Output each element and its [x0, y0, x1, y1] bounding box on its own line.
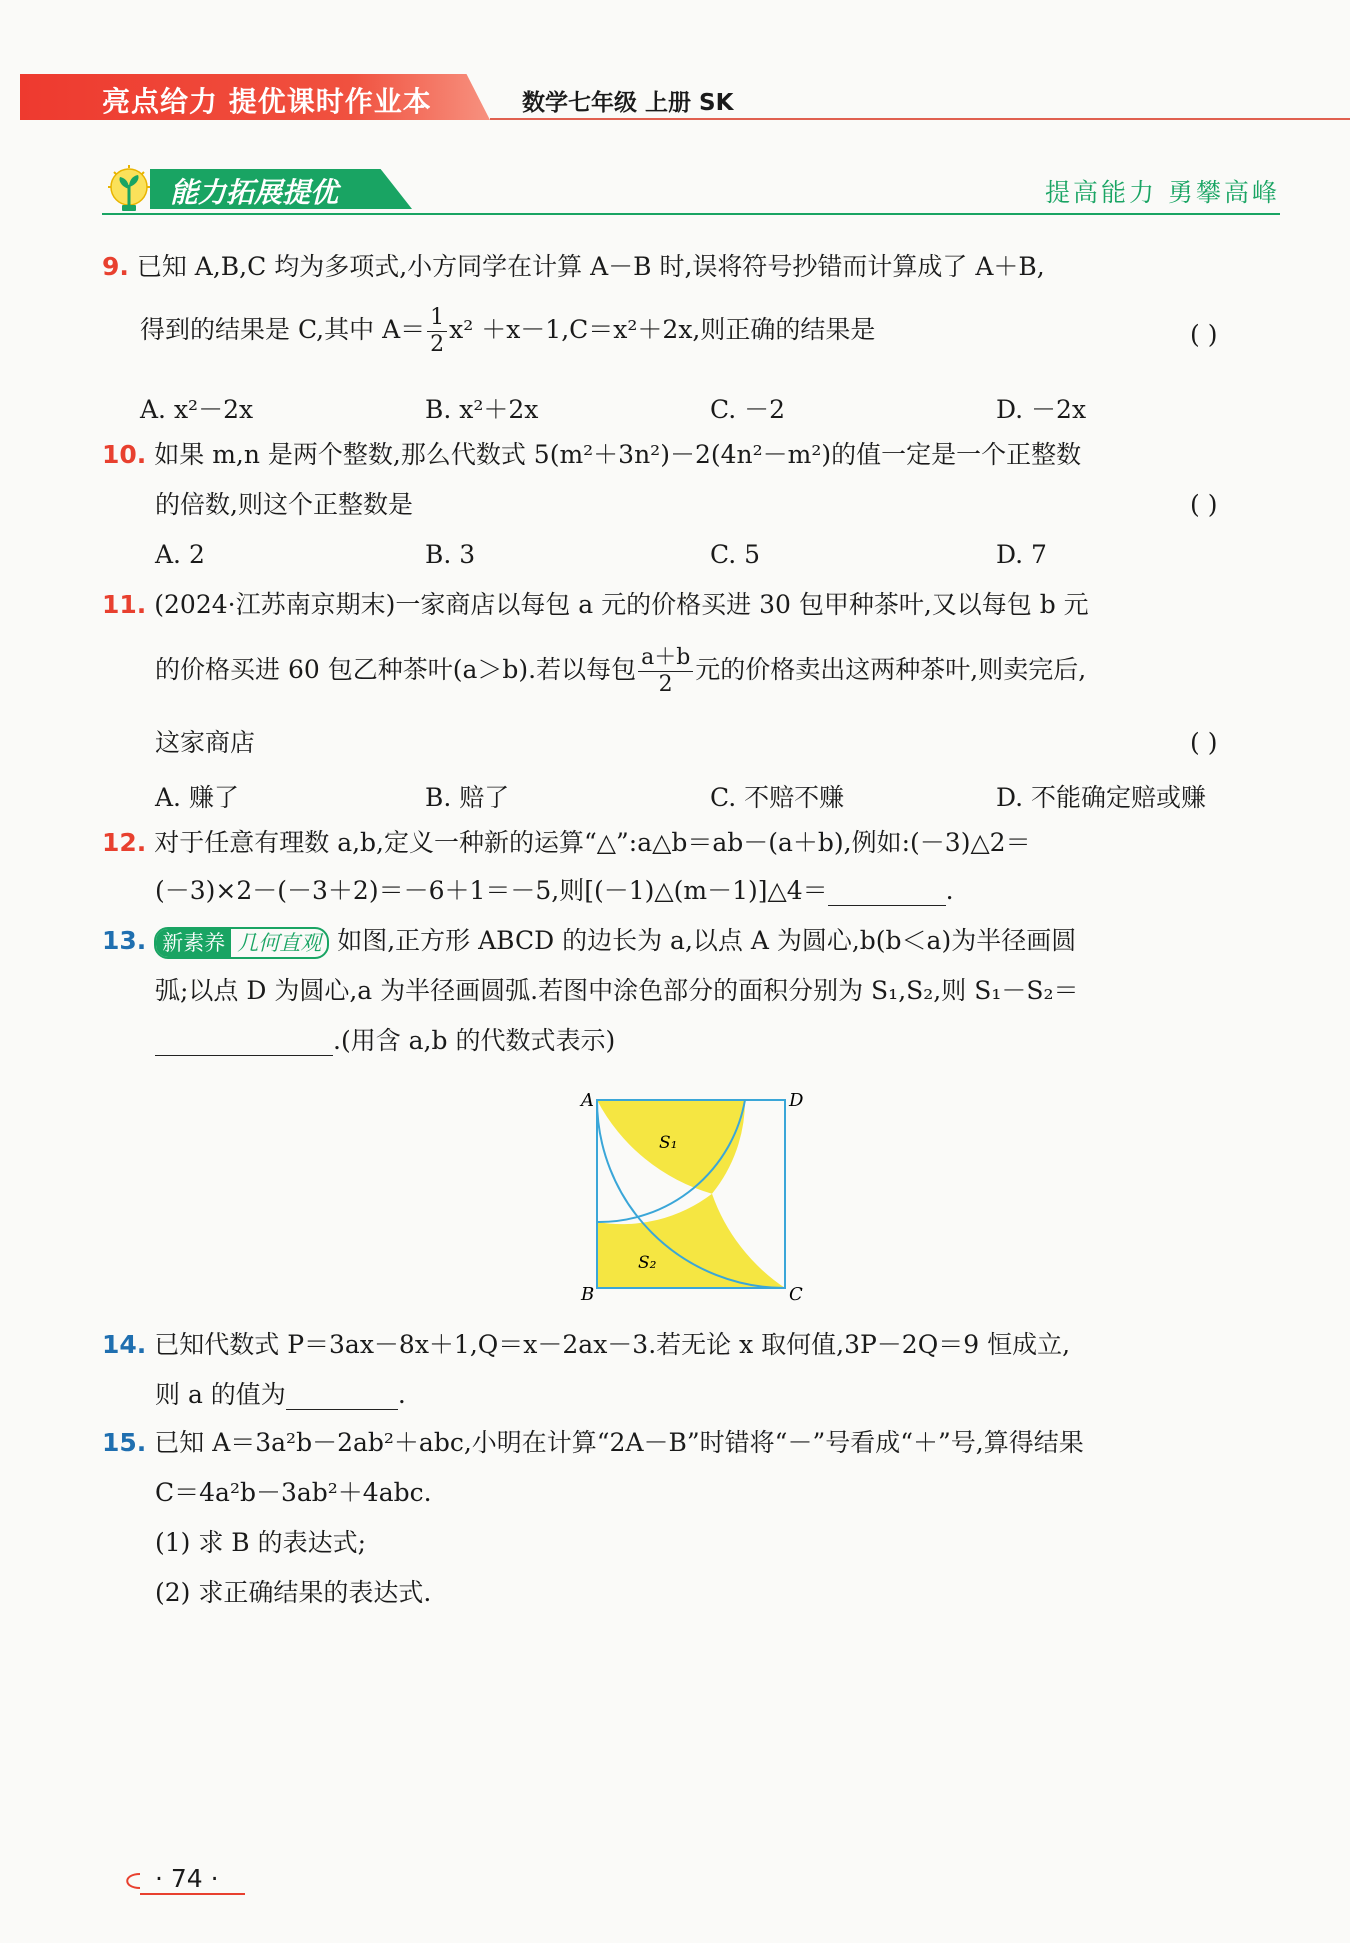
q9-option-d: D. －2x: [996, 395, 1087, 424]
q11-answer-paren: ( ): [1190, 728, 1218, 757]
q10-number: 10.: [102, 440, 147, 469]
q12-text-2-end: .: [945, 876, 954, 905]
q12-number: 12.: [102, 828, 147, 857]
q9-option-a: A. x²－2x: [140, 395, 254, 424]
q15-number: 15.: [102, 1428, 147, 1457]
q15-sub1: (1) 求 B 的表达式;: [155, 1528, 367, 1557]
q10-line2: 的倍数,则这个正整数是: [155, 490, 413, 519]
q13-number: 13.: [102, 926, 147, 955]
q10-text-1: 如果 m,n 是两个整数,那么代数式 5(m²＋3n²)－2(4n²－m²)的值一定是一个正整数: [154, 440, 1082, 469]
q14-line1: [102, 1330, 1070, 1360]
q11-text-2a: 的价格买进 60 包乙种茶叶(a＞b).若以每包: [155, 655, 637, 684]
q9-text-2b: x² ＋x－1,C＝x²＋2x,则正确的结果是: [449, 315, 876, 344]
banner-rule: [102, 213, 1280, 215]
label-s1: S₁: [659, 1133, 678, 1153]
q11-option-c: C. 不赔不赚: [710, 783, 845, 812]
q15-line2: C＝4a²b－3ab²＋4abc.: [155, 1478, 432, 1507]
q10-option-d: D. 7: [996, 540, 1047, 569]
q12-text-2: (－3)×2－(－3＋2)＝－6＋1＝－5,则[(－1)△(m－1)]△4＝: [155, 876, 828, 905]
q9-frac-den: 2: [430, 332, 445, 357]
q9-answer-paren: ( ): [1190, 320, 1218, 349]
q9-fraction: [427, 305, 447, 358]
q13-tag: [154, 927, 329, 959]
q11-option-d: D. 不能确定赔或赚: [996, 783, 1207, 812]
page-number-text: · 74 ·: [155, 1864, 219, 1893]
banner-slogan: 提高能力 勇攀高峰: [1045, 178, 1280, 207]
q9-text-1: 已知 A,B,C 均为多项式,小方同学在计算 A－B 时,误将符号抄错而计算成了 A＋B,: [136, 252, 1045, 281]
header-rule: [490, 118, 1350, 120]
q9-line1: [102, 252, 1045, 282]
q9-line2: [140, 300, 875, 360]
q15-sub2: (2) 求正确结果的表达式.: [155, 1578, 432, 1607]
q13-tag-label: 新素养: [156, 929, 231, 957]
q9-frac-num: 1: [427, 305, 447, 332]
header-brand: 亮点给力 提优课时作业本: [102, 85, 432, 118]
label-b: B: [581, 1284, 595, 1305]
q13-tag-topic: 几何直观: [237, 930, 322, 955]
region-s2: [597, 1194, 785, 1288]
q14-text-2: 则 a 的值为: [155, 1380, 286, 1409]
q14-line2: [155, 1380, 406, 1410]
page-header: [20, 74, 1340, 120]
q11-line2: [155, 640, 1086, 700]
q12-text-1: 对于任意有理数 a,b,定义一种新的运算“△”:a△b＝ab－(a＋b),例如:(－3)△2＝: [154, 828, 1031, 857]
label-s2: S₂: [638, 1253, 657, 1273]
q12-answer-blank[interactable]: [828, 879, 946, 906]
q14-number: 14.: [102, 1330, 147, 1359]
q9-option-b: B. x²＋2x: [425, 395, 539, 424]
section-banner: [102, 165, 1280, 215]
q10-option-b: B. 3: [425, 540, 476, 569]
q9-option-c: C. －2: [710, 395, 786, 424]
q13-square-figure: [575, 1090, 815, 1310]
q11-option-b: B. 赔了: [425, 783, 510, 812]
q10-option-a: A. 2: [155, 540, 205, 569]
sprout-icon: [102, 165, 156, 215]
page-number: [115, 1860, 245, 1900]
q13-text-3: .(用含 a,b 的代数式表示): [333, 1026, 616, 1055]
q11-line1: [102, 590, 1089, 620]
q10-answer-paren: ( ): [1190, 490, 1218, 519]
q13-line2: 弧;以点 D 为圆心,a 为半径画圆弧.若图中涂色部分的面积分别为 S₁,S₂,则 S₁－S₂＝: [155, 976, 1079, 1005]
q12-line1: [102, 828, 1031, 858]
label-d: D: [789, 1090, 804, 1111]
q15-line1: [102, 1428, 1084, 1458]
q11-frac-num: a＋b: [638, 645, 693, 672]
q11-number: 11.: [102, 590, 147, 619]
q10-line1: [102, 440, 1081, 470]
q11-line3: 这家商店: [155, 728, 256, 757]
q11-text-1: (2024·江苏南京期末)一家商店以每包 a 元的价格买进 30 包甲种茶叶,又以每包 b 元: [154, 590, 1089, 619]
banner-title: 能力拓展提优: [170, 176, 339, 209]
q9-text-2a: 得到的结果是 C,其中 A＝: [140, 315, 426, 344]
q13-text-1: 如图,正方形 ABCD 的边长为 a,以点 A 为圆心,b(b＜a)为半径画圆: [337, 926, 1077, 955]
q11-option-a: A. 赚了: [155, 783, 239, 812]
q13-line1: [102, 926, 1076, 959]
q10-option-c: C. 5: [710, 540, 761, 569]
q15-text-1: 已知 A＝3a²b－2ab²＋abc,小明在计算“2A－B”时错将“－”号看成“＋”号,算得结果: [154, 1428, 1084, 1457]
label-c: C: [789, 1284, 803, 1305]
q14-text-1: 已知代数式 P＝3ax－8x＋1,Q＝x－2ax－3.若无论 x 取何值,3P－2Q＝9 恒成立,: [154, 1330, 1071, 1359]
q14-answer-blank[interactable]: [286, 1383, 398, 1410]
q11-text-2b: 元的价格卖出这两种茶叶,则卖完后,: [695, 655, 1087, 684]
q9-number: 9.: [102, 252, 129, 281]
header-subject: 数学七年级 上册 SK: [522, 90, 734, 116]
q14-text-2-end: .: [397, 1380, 406, 1409]
q13-line3: [155, 1026, 615, 1056]
q11-fraction: [638, 645, 693, 698]
q13-answer-blank[interactable]: [155, 1029, 333, 1056]
label-a: A: [581, 1090, 594, 1111]
q11-frac-den: 2: [658, 672, 673, 697]
q12-line2: [155, 876, 954, 906]
